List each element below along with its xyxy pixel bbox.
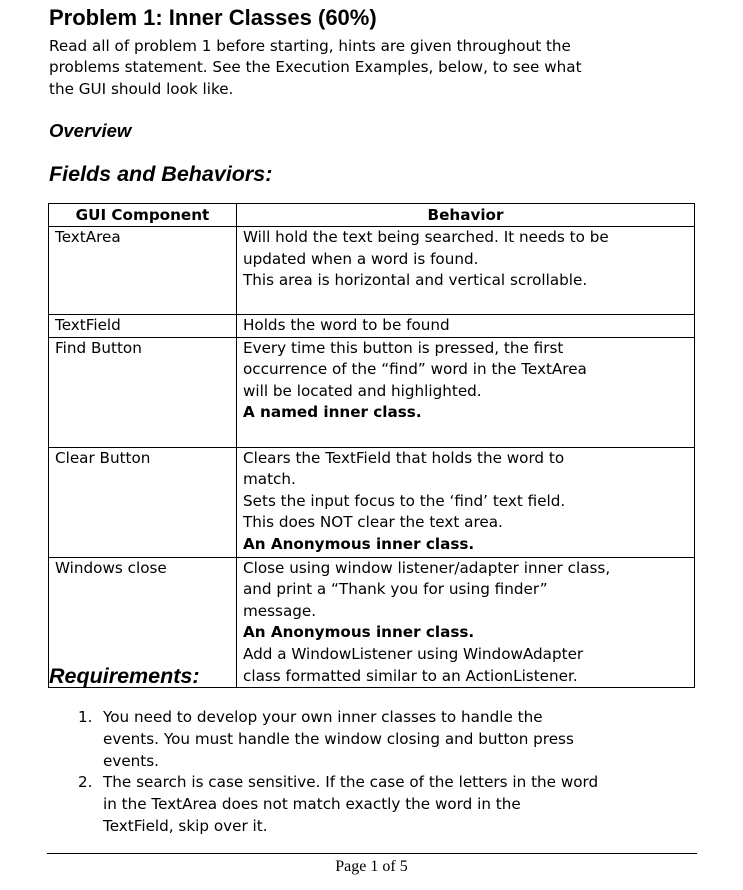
component-cell: Windows close <box>49 557 237 688</box>
column-header-component: GUI Component <box>49 204 237 227</box>
behavior-line: Close using window listener/adapter inner class, <box>243 558 611 577</box>
footer-divider <box>47 853 697 854</box>
component-cell: TextField <box>49 315 237 338</box>
table-row <box>49 337 695 447</box>
behavior-line: match. <box>243 470 296 489</box>
behavior-line: Every time this button is pressed, the first <box>243 338 564 357</box>
table-header-row <box>49 204 695 227</box>
behavior-line: message. <box>243 601 317 620</box>
behavior-bold-line: An Anonymous inner class. <box>243 623 475 642</box>
behaviors-table <box>48 203 695 688</box>
behavior-cell <box>237 557 695 688</box>
column-header-behavior: Behavior <box>237 204 695 227</box>
table-row <box>49 227 695 315</box>
behavior-line: Sets the input focus to the ‘find’ text field. <box>243 491 566 510</box>
requirement-line: TextField, skip over it. <box>103 816 268 835</box>
behavior-cell <box>237 337 695 447</box>
behavior-cell <box>237 315 695 338</box>
behavior-line: will be located and highlighted. <box>243 381 482 400</box>
requirement-line: events. You must handle the window closing and button press <box>103 729 574 748</box>
list-item <box>78 707 708 772</box>
requirement-line: The search is case sensitive. If the case of the letters in the word <box>103 773 599 792</box>
behavior-line: This does NOT clear the text area. <box>243 513 503 532</box>
component-cell: TextArea <box>49 227 237 315</box>
list-item <box>78 772 708 837</box>
component-cell: Find Button <box>49 337 237 447</box>
list-number: 1. <box>78 708 93 726</box>
behavior-cell <box>237 227 695 315</box>
requirements-heading: Requirements: <box>49 664 200 688</box>
behavior-line: This area is horizontal and vertical scrollable. <box>243 271 588 290</box>
overview-heading: Overview <box>49 120 132 141</box>
behavior-line: Will hold the text being searched. It needs to be <box>243 228 609 246</box>
intro-paragraph <box>49 36 709 100</box>
behavior-line: class formatted similar to an ActionListener. <box>243 666 578 685</box>
component-cell: Clear Button <box>49 447 237 557</box>
behavior-line: updated when a word is found. <box>243 249 479 268</box>
intro-line: Read all of problem 1 before starting, hints are given throughout the <box>49 37 571 55</box>
behavior-line: Add a WindowListener using WindowAdapter <box>243 644 584 663</box>
intro-line: problems statement. See the Execution Examples, below, to see what <box>49 58 582 77</box>
page-title: Problem 1: Inner Classes (60%) <box>49 5 377 30</box>
behavior-line: occurrence of the “find” word in the TextArea <box>243 360 587 379</box>
requirement-line: You need to develop your own inner classes to handle the <box>103 708 543 726</box>
behavior-cell <box>237 447 695 557</box>
behavior-line: Clears the TextField that holds the word to <box>243 448 565 467</box>
fields-heading: Fields and Behaviors: <box>49 162 273 186</box>
requirements-list <box>78 707 708 838</box>
table-row <box>49 315 695 338</box>
table-row <box>49 447 695 557</box>
requirement-line: events. <box>103 751 159 770</box>
behavior-bold-line: A named inner class. <box>243 403 422 422</box>
behavior-line: and print a “Thank you for using finder” <box>243 580 548 599</box>
behavior-line: Holds the word to be found <box>243 316 450 334</box>
list-number: 2. <box>78 773 93 792</box>
requirement-line: in the TextArea does not match exactly the word in the <box>103 795 521 814</box>
intro-line: the GUI should look like. <box>49 79 234 98</box>
page-number: Page 1 of 5 <box>335 858 408 875</box>
behavior-bold-line: An Anonymous inner class. <box>243 534 475 553</box>
